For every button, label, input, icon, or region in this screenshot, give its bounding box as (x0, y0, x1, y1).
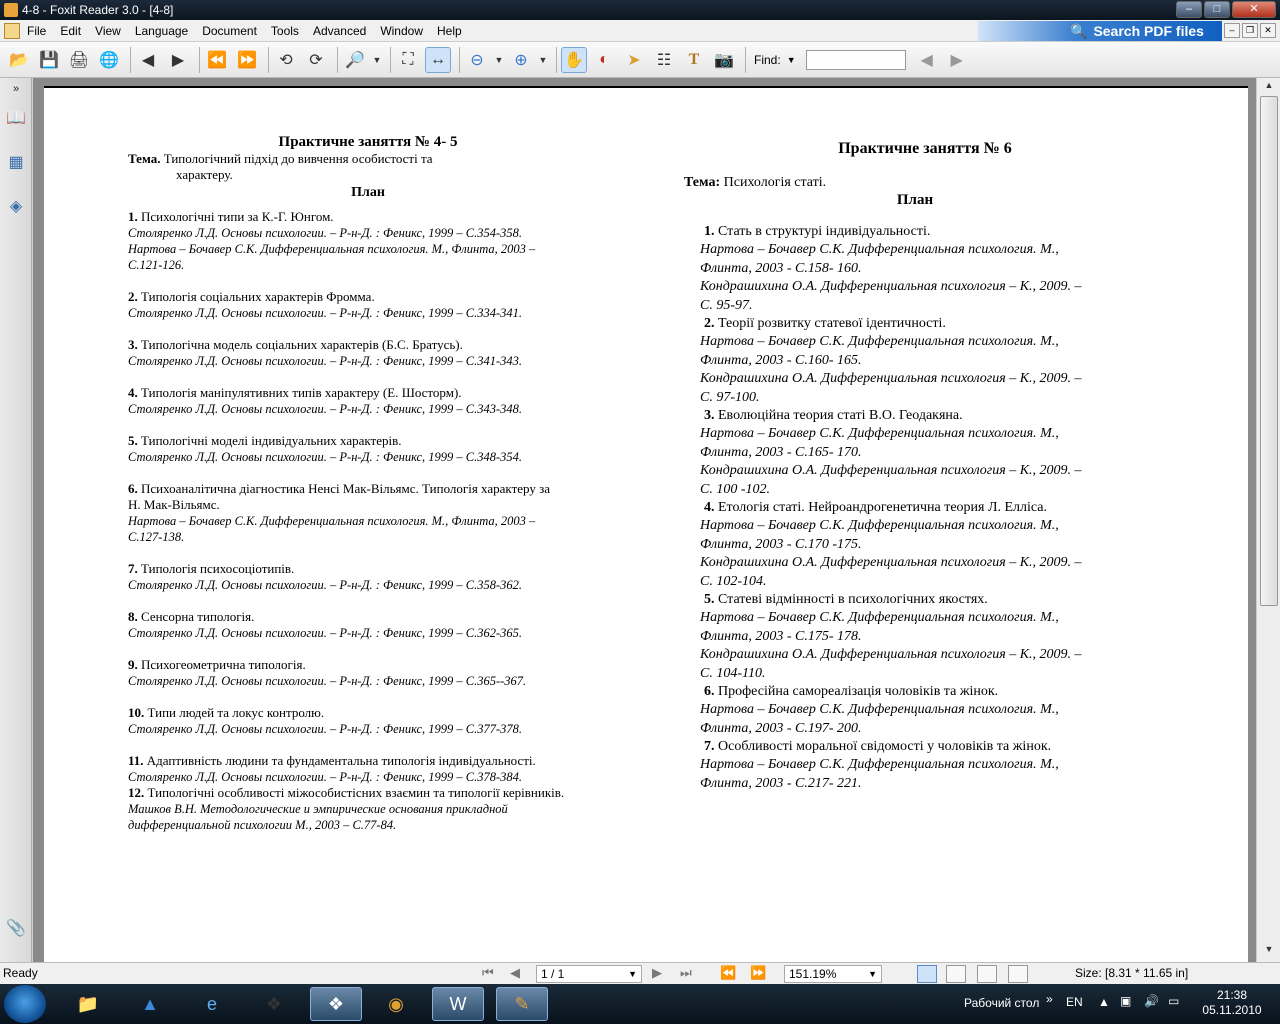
right-plan-item (684, 315, 1166, 407)
zoom-out-icon[interactable]: ⊖ (470, 51, 484, 69)
left-item-number: 2. (128, 289, 138, 304)
zoom-field[interactable] (784, 965, 882, 983)
find-dropdown-icon[interactable]: ▼ (786, 54, 796, 65)
left-item-title: Психогеометрична типологія. (141, 657, 306, 672)
foxit-taskbar-icon[interactable]: ✎ (496, 987, 548, 1021)
desktop-chevron-icon[interactable]: » (1046, 992, 1053, 1006)
zoom-tool-icon[interactable]: 🔎 (345, 51, 365, 69)
next-page-status-icon[interactable]: ▶ (652, 965, 662, 980)
left-item-title: Типологічні особливості міжособистісних взаємин та типології керівників. (147, 785, 565, 800)
back-status-icon[interactable]: ⏪ (720, 965, 737, 980)
right-item-reference: С. 97-100. (700, 389, 760, 405)
butterfly-app-icon[interactable]: ❖ (265, 993, 283, 1014)
right-item-reference: Флинта, 2003 - С.165- 170. (700, 444, 862, 460)
toolbar-separator (556, 47, 557, 73)
right-item-number: 3. (704, 408, 715, 423)
document-menu-icon[interactable] (4, 23, 20, 39)
taskbar (0, 984, 1280, 1024)
left-item-title-line (128, 433, 608, 449)
search-pdf-banner[interactable] (978, 21, 1222, 41)
web-icon[interactable]: 🌐 (99, 51, 119, 69)
right-item-title: Особливості моральної свідомості у чоловіків та жінок. (718, 739, 1052, 754)
spacer (128, 689, 608, 705)
left-item-reference: Нартова – Бочавер С.К. Дифференциальная психология. М., Флинта, 2003 – (128, 242, 536, 256)
document-window-controls (1224, 23, 1276, 38)
left-item-number: 6. (128, 481, 138, 496)
right-column (684, 140, 1166, 793)
left-item-reference: Столяренко Л.Д. Основы психологии. – Р-н-Д. : Феникс, 1999 – С.348-354. (128, 450, 523, 464)
continuous-facing-layout-icon[interactable] (1008, 965, 1028, 983)
left-item-reference: Столяренко Л.Д. Основы психологии. – Р-н-Д. : Феникс, 1999 – С.354-358. (128, 226, 523, 240)
left-plan-item (128, 785, 608, 833)
left-column (128, 134, 608, 833)
document-area[interactable] (33, 78, 1256, 962)
right-item-reference: Флинта, 2003 - С.158- 160. (700, 260, 862, 276)
spacer (128, 201, 608, 209)
glasses-icon[interactable]: ◐ (599, 50, 609, 68)
left-item-title: Сенсорна типологія. (141, 609, 255, 624)
language-indicator[interactable]: EN (1066, 995, 1083, 1009)
first-page-icon[interactable]: ⏮ (482, 965, 494, 980)
right-item-number: 6. (704, 684, 715, 699)
right-item-title: Теорії розвитку статевої ідентичності. (718, 316, 946, 331)
right-item-title-line (700, 738, 1166, 756)
left-item-title: Типологічна модель соціальних характерів (Б.С. Братусь). (141, 337, 463, 352)
right-item-title: Етологія статі. Нейроандрогенетична теория Л. Елліса. (718, 500, 1047, 515)
right-item-reference: Флинта, 2003 - С.170 -175. (700, 536, 862, 552)
forward-status-icon[interactable]: ⏩ (750, 965, 767, 980)
right-item-reference: Флинта, 2003 - С.197- 200. (700, 720, 862, 736)
right-item-reference: Нартова – Бочавер С.К. Дифференциальная психология. М., (700, 334, 1059, 349)
left-item-title-line (128, 209, 608, 225)
open-icon[interactable]: 📂 (9, 51, 29, 69)
text-select-icon[interactable]: T (688, 50, 700, 68)
minimize-button[interactable]: – (1176, 1, 1202, 18)
internet-explorer-icon[interactable]: e (206, 993, 217, 1014)
left-item-title: Психоаналітична діагностика Ненсі Мак-Вільямс. Типологія характеру за (141, 481, 551, 496)
menu-language[interactable]: Language (134, 23, 189, 38)
right-item-title: Стать в структурі індивідуальності. (718, 224, 931, 239)
desktop-toolbar-label[interactable]: Рабочий стол (964, 996, 1040, 1010)
left-plan-item (128, 753, 608, 785)
spacer (128, 593, 608, 609)
right-plan-item (684, 738, 1166, 793)
left-plan-item (128, 481, 608, 545)
zoom-in-icon[interactable]: ⊕ (514, 51, 528, 69)
right-plan-item (684, 407, 1166, 499)
right-topic (684, 174, 1166, 192)
left-item-reference: Столяренко Л.Д. Основы психологии. – Р-н-Д. : Феникс, 1999 – С.341-343. (128, 354, 523, 368)
left-item-title-line (128, 337, 608, 353)
left-item-title-line (128, 753, 608, 769)
right-plan-item (684, 591, 1166, 683)
right-item-title-line (700, 683, 1166, 701)
left-item-title-line (128, 785, 608, 801)
clock-date: 05.11.2010 (1202, 1003, 1262, 1017)
start-button[interactable] (4, 985, 46, 1023)
left-item-title: Типологія соціальних характерів Фромма. (141, 289, 375, 304)
left-item-reference: С.121-126. (128, 258, 185, 272)
left-item-reference: Нартова – Бочавер С.К. Дифференциальная психология. М., Флинта, 2003 – (128, 514, 536, 528)
spacer (128, 321, 608, 337)
right-title: Практичне заняття № 6 (838, 140, 1012, 157)
right-item-title-line (700, 315, 1166, 333)
left-item-title: Типологічні моделі індивідуальних характерів. (141, 433, 402, 448)
word-icon[interactable]: W (432, 987, 484, 1021)
right-item-reference: Флинта, 2003 - С.175- 178. (700, 628, 862, 644)
toolbar-separator (337, 47, 338, 73)
foxit-app-icon[interactable] (4, 3, 18, 17)
left-item-reference: Столяренко Л.Д. Основы психологии. – Р-н-Д. : Феникс, 1999 – С.343-348. (128, 402, 523, 416)
save-icon[interactable]: 💾 (39, 51, 59, 69)
right-item-reference: Флинта, 2003 - С.160- 165. (700, 352, 862, 368)
clock-time: 21:38 (1216, 988, 1248, 1002)
left-item-title-continuation: Н. Мак-Вільямс. (128, 497, 220, 512)
print-icon[interactable]: 🖨 (68, 51, 90, 69)
left-plan-item (128, 289, 608, 321)
tray-up-arrow-icon[interactable]: ▲ (1098, 995, 1110, 1009)
left-plan-item (128, 657, 608, 689)
page-number-value: 1 / 1 (541, 967, 565, 981)
left-plan-item (128, 209, 608, 273)
continuous-layout-icon[interactable] (946, 965, 966, 983)
page-size-label: Size: [8.31 * 11.65 in] (1075, 966, 1189, 980)
spacer (128, 641, 608, 657)
right-plan-heading: План (896, 192, 934, 208)
right-topic-text: Психологія статі. (723, 175, 827, 190)
fit-width-icon[interactable]: ↔ (425, 47, 451, 73)
page-number-field[interactable] (536, 965, 642, 983)
thumbnails-icon[interactable]: ▦ (8, 154, 24, 171)
volume-icon[interactable]: 🔊 (1144, 994, 1159, 1008)
left-item-number: 3. (128, 337, 138, 352)
toolbar-separator (199, 47, 200, 73)
left-item-title: Типи людей та локус контролю. (147, 705, 325, 720)
left-item-reference: Столяренко Л.Д. Основы психологии. – Р-н-Д. : Феникс, 1999 – С.334-341. (128, 306, 523, 320)
right-item-title: Професійна самореалізація чоловіків та жінок. (718, 684, 999, 699)
last-page-icon[interactable]: ⏭ (680, 965, 692, 980)
layers-icon[interactable]: ◈ (9, 198, 23, 215)
toolbar-separator (390, 47, 391, 73)
prev-page-status-icon[interactable]: ◀ (510, 965, 520, 980)
left-topic-continuation: характеру. (176, 167, 233, 182)
doc-minimize-button[interactable]: – (1224, 23, 1240, 38)
rotate-left-icon[interactable]: ⟲ (279, 51, 293, 69)
zoom-out-dropdown-icon[interactable]: ▼ (494, 54, 504, 65)
scroll-up-icon[interactable]: ▲ (1264, 80, 1274, 90)
left-item-number: 10. (128, 705, 145, 720)
left-item-reference: дифференциальной психологии М., 2003 – С.77-84. (128, 818, 397, 832)
attachments-icon[interactable]: 📎 (6, 920, 26, 937)
right-item-title-line (700, 407, 1166, 425)
left-item-number: 1. (128, 209, 138, 224)
menu-tools[interactable]: Tools (270, 23, 299, 38)
left-plan-heading: План (351, 185, 385, 200)
bookmarks-icon[interactable]: 📖 (6, 110, 26, 127)
left-item-title-line (128, 705, 608, 721)
right-item-title: Статеві відмінності в психологічних якостях. (718, 592, 988, 607)
search-icon: 🔍 (1070, 22, 1088, 39)
right-plan-item (684, 223, 1166, 315)
zoom-field-dropdown-icon[interactable]: ▼ (868, 969, 877, 979)
game-app-icon[interactable]: ◉ (388, 993, 404, 1014)
doc-close-button[interactable]: ✕ (1260, 23, 1276, 38)
left-item-reference: Столяренко Л.Д. Основы психологии. – Р-н-Д. : Феникс, 1999 – С.378-384. (128, 770, 523, 784)
doc-restore-button[interactable]: ❐ (1242, 23, 1258, 38)
right-item-reference: Нартова – Бочавер С.К. Дифференциальная психология. М., (700, 426, 1059, 441)
right-item-title-line (700, 591, 1166, 609)
right-item-reference: Нартова – Бочавер С.К. Дифференциальная психология. М., (700, 757, 1059, 772)
window-controls (1176, 1, 1276, 18)
right-item-reference: Нартова – Бочавер С.К. Дифференциальная психология. М., (700, 518, 1059, 533)
menu-advanced[interactable]: Advanced (312, 23, 367, 38)
binoculars-icon[interactable]: ☷ (656, 51, 672, 69)
left-item-number: 7. (128, 561, 138, 576)
toolbar-separator (745, 47, 746, 73)
expand-panel-icon[interactable]: » (12, 83, 20, 95)
left-topic-text: Типологічний підхід до вивчення особистості та (163, 151, 433, 166)
left-item-reference: Столяренко Л.Д. Основы психологии. – Р-н-Д. : Феникс, 1999 – С.365--367. (128, 674, 527, 688)
hand-tool-icon[interactable]: ✋ (561, 47, 587, 73)
single-page-layout-icon[interactable] (917, 965, 937, 983)
spacer (128, 545, 608, 561)
left-item-title: Психологічні типи за К.-Г. Юнгом. (141, 209, 334, 224)
toolbar-separator (130, 47, 131, 73)
find-input[interactable] (806, 50, 906, 70)
left-item-number: 4. (128, 385, 138, 400)
fit-page-icon[interactable]: ⛶ (402, 50, 414, 68)
left-item-title-line (128, 289, 608, 305)
zoom-in-dropdown-icon[interactable]: ▼ (538, 54, 548, 65)
menu-help[interactable]: Help (437, 23, 462, 38)
facing-layout-icon[interactable] (977, 965, 997, 983)
right-item-title: Еволюційна теория статі В.О. Геодакяна. (718, 408, 963, 423)
menu-edit[interactable]: Edit (60, 23, 82, 38)
spacer (684, 158, 1166, 174)
select-arrow-icon[interactable]: ➤ (627, 51, 641, 69)
left-item-title: Адаптивність людини та фундаментальна типологія індивідуальності. (146, 753, 536, 768)
left-plan-item (128, 433, 608, 465)
right-item-number: 7. (704, 739, 715, 754)
right-item-reference: Нартова – Бочавер С.К. Дифференциальная психология. М., (700, 702, 1059, 717)
toolbar-separator (268, 47, 269, 73)
find-label: Find: (754, 52, 781, 67)
right-item-reference: Кондрашихина О.А. Дифференциальная психология – К., 2009. – (700, 463, 1082, 478)
rotate-right-icon[interactable]: ⟳ (309, 51, 323, 69)
close-button[interactable]: ✕ (1232, 1, 1276, 18)
left-item-title-line (128, 609, 608, 625)
toolbar-separator (459, 47, 460, 73)
zoom-dropdown-icon[interactable]: ▼ (372, 54, 382, 65)
right-item-reference: С. 100 -102. (700, 481, 770, 497)
right-item-reference: Флинта, 2003 - С.217- 221. (700, 775, 862, 791)
network-icon[interactable]: ▣ (1120, 994, 1132, 1008)
system-tray (962, 984, 1280, 1024)
left-plan-item (128, 609, 608, 641)
spacer (128, 417, 608, 433)
snapshot-icon[interactable]: 📷 (714, 51, 734, 69)
spacer (684, 209, 1166, 223)
left-item-title-line (128, 385, 608, 401)
next-page-icon[interactable]: ▶ (171, 51, 185, 69)
media-app-icon[interactable]: ❖ (310, 987, 362, 1021)
left-item-number: 5. (128, 433, 138, 448)
left-item-reference: С.127-138. (128, 530, 185, 544)
status-ready: Ready (3, 966, 38, 980)
menu-window[interactable]: Window (380, 23, 423, 38)
main-toolbar (0, 42, 1280, 78)
right-item-reference: С. 102-104. (700, 573, 767, 589)
left-plan-item (128, 385, 608, 417)
left-item-number: 12. (128, 785, 145, 800)
left-title: Практичне заняття № 4- 5 (278, 134, 458, 150)
maximize-button[interactable]: □ (1204, 1, 1230, 18)
right-item-reference: Кондрашихина О.А. Дифференциальная психология – К., 2009. – (700, 279, 1082, 294)
forward-icon[interactable]: ⏩ (237, 51, 257, 69)
right-item-title-line (700, 499, 1166, 517)
left-item-number: 9. (128, 657, 138, 672)
left-topic-label: Тема. (128, 151, 161, 166)
spacer (128, 465, 608, 481)
right-item-number: 2. (704, 316, 715, 331)
navigation-panel (0, 78, 32, 962)
left-item-number: 11. (128, 753, 144, 768)
right-item-reference: Нартова – Бочавер С.К. Дифференциальная психология. М., (700, 242, 1059, 257)
right-item-reference: Кондрашихина О.А. Дифференциальная психология – К., 2009. – (700, 647, 1082, 662)
left-item-reference: Столяренко Л.Д. Основы психологии. – Р-н-Д. : Феникс, 1999 – С.362-365. (128, 626, 523, 640)
right-item-title-line (700, 223, 1166, 241)
right-plan-item (684, 499, 1166, 591)
find-previous-icon[interactable]: ◀ (920, 51, 933, 69)
clock[interactable] (1202, 988, 1262, 1018)
scroll-down-icon[interactable]: ▼ (1264, 944, 1274, 954)
left-plan-item (128, 337, 608, 369)
spacer (128, 737, 608, 753)
scroll-thumb[interactable] (1260, 96, 1278, 606)
right-topic-label: Тема: (684, 175, 721, 190)
right-item-number: 4. (704, 500, 715, 515)
explorer-icon[interactable]: 📁 (76, 993, 100, 1014)
left-item-title: Типологія маніпулятивних типів характеру (Е. Шосторм). (141, 385, 462, 400)
back-icon[interactable]: ⏪ (207, 51, 227, 69)
page-dropdown-icon[interactable]: ▼ (628, 969, 637, 979)
left-item-title-line (128, 561, 608, 577)
left-item-number: 8. (128, 609, 138, 624)
search-pdf-label: Search PDF files (1093, 23, 1204, 39)
left-item-reference: Столяренко Л.Д. Основы психологии. – Р-н-Д. : Феникс, 1999 – С.377-378. (128, 722, 523, 736)
title-bar (0, 0, 1280, 20)
previous-page-icon[interactable]: ◀ (141, 51, 155, 69)
zoom-value: 151.19% (789, 967, 837, 981)
left-item-reference: Машков В.Н. Методологические и эмпирические основания прикладной (128, 802, 508, 816)
left-plan-item (128, 561, 608, 593)
menu-file[interactable]: File (27, 23, 47, 38)
status-bar (0, 962, 1280, 984)
right-item-number: 5. (704, 592, 715, 607)
pdf-page (44, 86, 1248, 962)
vertical-scrollbar[interactable] (1256, 78, 1280, 962)
right-item-number: 1. (704, 224, 715, 239)
spacer (128, 369, 608, 385)
left-topic (128, 151, 608, 167)
spacer (128, 273, 608, 289)
app-launcher-icon[interactable]: ▲ (141, 993, 159, 1014)
find-next-icon[interactable]: ▶ (950, 51, 963, 69)
right-plan-item (684, 683, 1166, 738)
right-item-reference: С. 95-97. (700, 297, 753, 313)
left-item-title-line (128, 481, 608, 497)
right-item-reference: Кондрашихина О.А. Дифференциальная психология – К., 2009. – (700, 555, 1082, 570)
left-item-reference: Столяренко Л.Д. Основы психологии. – Р-н-Д. : Феникс, 1999 – С.358-362. (128, 578, 523, 592)
display-icon[interactable]: ▭ (1168, 994, 1180, 1008)
right-item-reference: Кондрашихина О.А. Дифференциальная психология – К., 2009. – (700, 371, 1082, 386)
menu-view[interactable]: View (95, 23, 121, 38)
window-title: 4-8 - Foxit Reader 3.0 - [4-8] (22, 3, 174, 17)
left-item-title-line (128, 657, 608, 673)
menu-document[interactable]: Document (202, 23, 257, 38)
right-item-reference: Нартова – Бочавер С.К. Дифференциальная психология. М., (700, 610, 1059, 625)
left-item-title: Типологія психосоціотипів. (141, 561, 295, 576)
right-item-reference: С. 104-110. (700, 665, 766, 681)
left-plan-item (128, 705, 608, 737)
